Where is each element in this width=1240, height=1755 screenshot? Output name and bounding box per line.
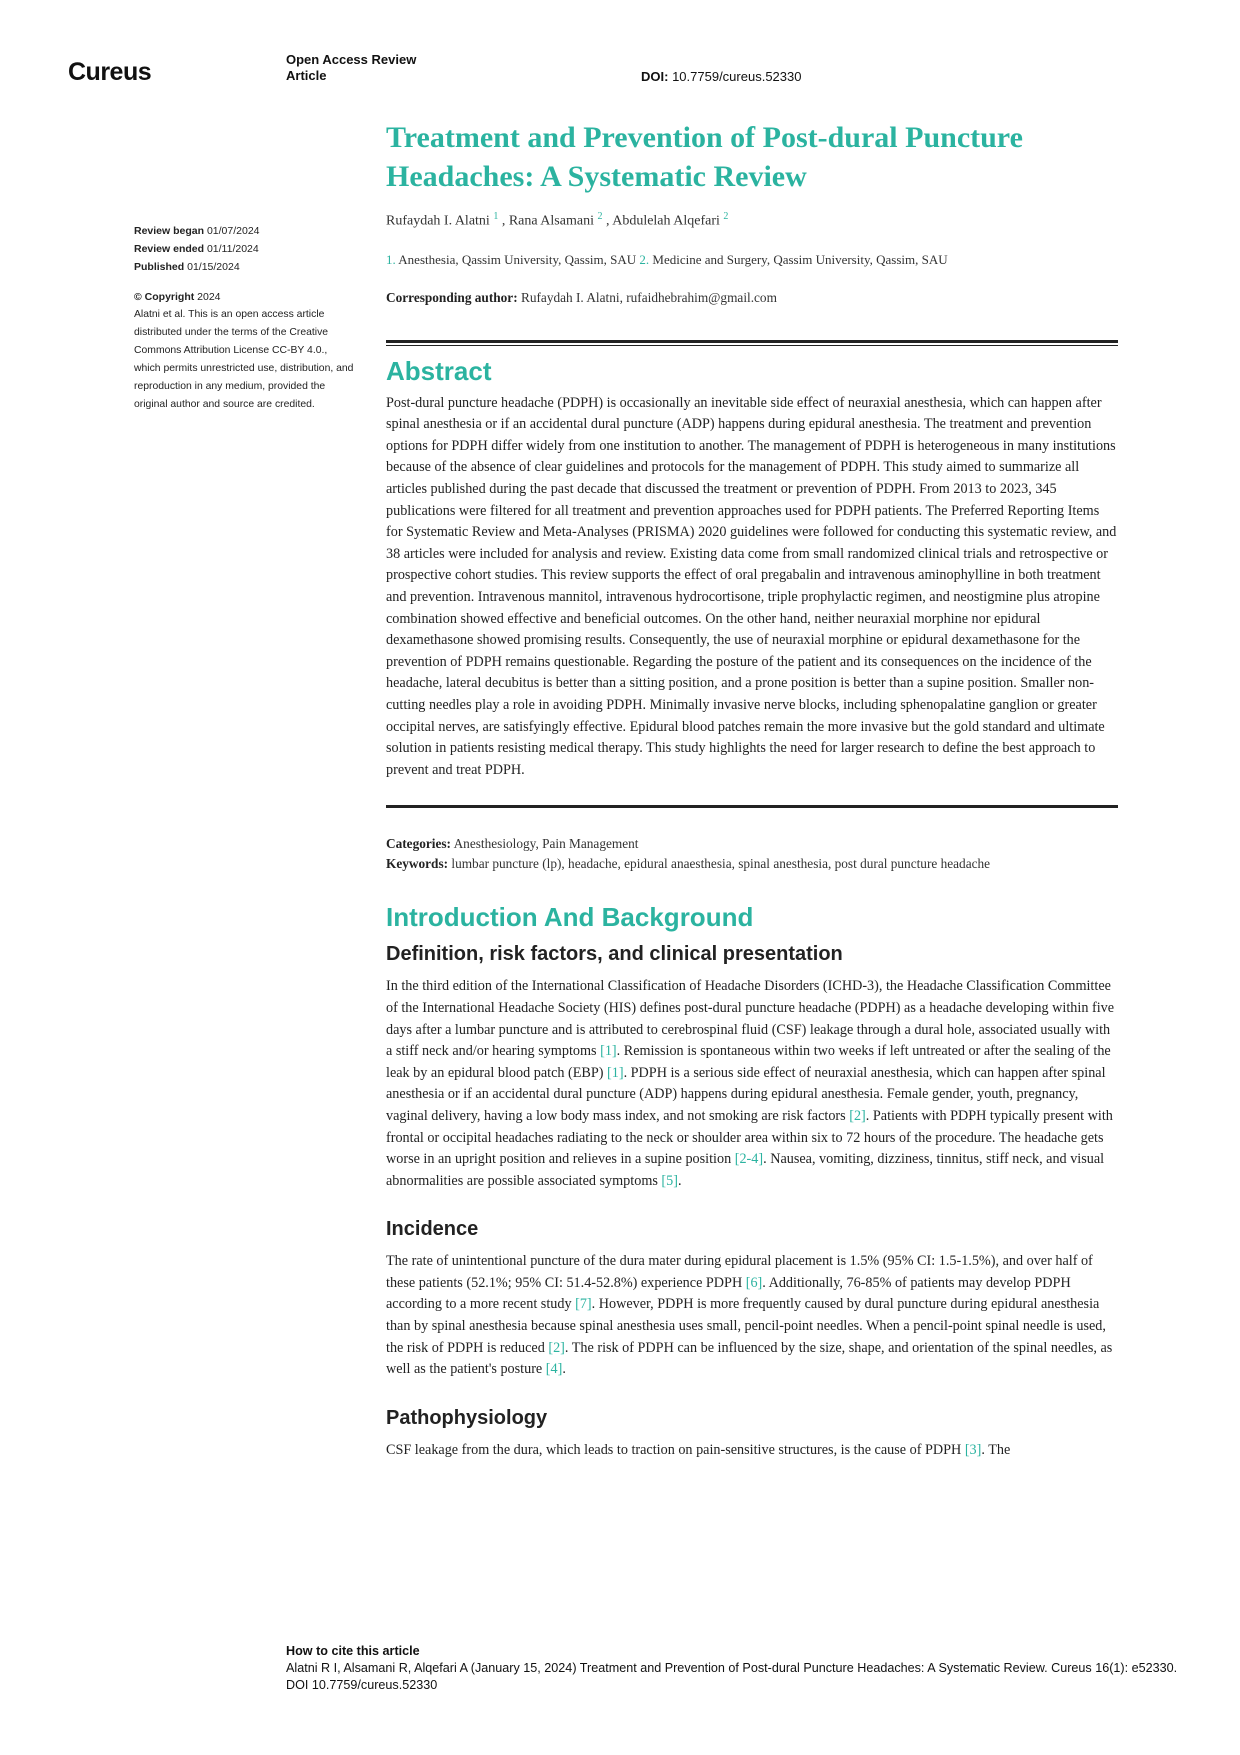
article-title: Treatment and Prevention of Post-dural Puncture Headaches: A Systematic Review	[386, 121, 1023, 193]
keywords-label: Keywords:	[386, 856, 449, 872]
abstract-heading: Abstract	[386, 355, 492, 386]
citation-link[interactable]: [7]	[575, 1296, 592, 1313]
author-name[interactable]: Rufaydah I. Alatni	[386, 213, 490, 229]
paragraph-text: .	[562, 1361, 566, 1378]
author-separator: ,	[605, 213, 613, 229]
paragraph-text: The rate of unintentional puncture of the dura mater during epidural placement is 1.5% (95% CI: 1.5-1.5%), and over half of these patients (52.1%; 95% CI: 51.4-52.8%) experience PDPH	[386, 1253, 1093, 1291]
published-date: 01/15/2024	[187, 261, 240, 273]
incidence-heading: Incidence	[386, 1218, 479, 1241]
review-ended-date: 01/11/2024	[206, 243, 259, 255]
how-to-cite-text: Alatni R I, Alsamani R, Alqefari A (January 15, 2024) Treatment and Prevention of Post-dural Puncture Headaches: A Systematic Review. Cureus 16(1): e52330. DOI 10.7759/cureus.52330	[286, 1661, 1178, 1692]
copyright-text: Alatni et al. This is an open access article distributed under the terms of the Creative Commons Attribution License CC-BY 4.0., which permits unrestricted use, distribution, and reproduction in any medium, provided the original author and source are credited.	[134, 309, 354, 410]
paragraph-text: CSF leakage from the dura, which leads to traction on pain-sensitive structures, is the cause of PDPH	[386, 1441, 965, 1458]
paragraph-text: . The	[981, 1441, 1011, 1458]
paragraph-text: . Additionally, 76-85% of patients may develop PDPH according to a more recent study	[386, 1274, 1071, 1313]
copyright	[134, 288, 356, 306]
categories-keywords	[386, 834, 1118, 874]
pathophysiology-paragraph	[386, 1440, 1118, 1462]
author-list	[386, 211, 1118, 230]
affiliation-text: Medicine and Surgery, Qassim University, Qassim, SAU	[652, 251, 948, 267]
citation-link[interactable]: [4]	[545, 1361, 563, 1378]
introduction-heading: Introduction And Background	[386, 902, 754, 933]
affiliation-number: 1.	[386, 251, 396, 267]
published	[134, 258, 356, 276]
categories-label: Categories:	[386, 836, 451, 852]
author-affiliation-marker[interactable]: 2	[723, 211, 729, 222]
cureus-logo[interactable]: Cureus	[68, 58, 152, 86]
citation-link[interactable]: [2]	[548, 1339, 565, 1356]
author-name[interactable]: Abdulelah Alqefari	[612, 213, 720, 229]
review-began-label: Review began	[134, 225, 205, 237]
author-affiliation-marker[interactable]: 1	[493, 211, 499, 222]
citation-link[interactable]: [2-4]	[734, 1151, 764, 1168]
copyright-label: © Copyright	[134, 291, 195, 303]
affiliation-text: Anesthesia, Qassim University, Qassim, SAU	[398, 251, 637, 267]
review-ended-label: Review ended	[134, 243, 205, 255]
citation-link[interactable]: [1]	[600, 1043, 617, 1060]
citation-link[interactable]: [1]	[607, 1064, 624, 1081]
paragraph-text: . PDPH is a serious side effect of neuraxial anesthesia, which can happen after spinal anesthesia or if an accidental dural puncture (ADP) happens during epidural anesthesia. Female gender, youth, pregnancy, vaginal delivery, having a low body mass index, and not smoking are risk factors	[386, 1064, 1106, 1124]
paragraph-text: . However, PDPH is more frequently caused by dural puncture during epidural anesthesia than by spinal anesthesia because spinal anesthesia uses small, pencil-point needles. When a pencil-point spinal needle is used, the risk of PDPH is reduced	[386, 1296, 1106, 1356]
categories-value: Anesthesiology, Pain Management	[453, 836, 639, 852]
paragraph-text: . Remission is spontaneous within two weeks if left untreated or after the sealing of the leak by an epidural blood patch (EBP)	[386, 1043, 1111, 1081]
paragraph-text: .	[677, 1172, 682, 1189]
doi-value[interactable]: 10.7759/cureus.52330	[672, 69, 802, 84]
paragraph-text: . Nausea, vomiting, dizziness, tinnitus, stiff neck, and visual abnormalities are possible associated symptoms	[386, 1151, 1105, 1189]
how-to-cite-heading: How to cite this article	[286, 1644, 420, 1658]
paragraph-text: . Patients with PDPH typically present with frontal or occipital headaches radiating to the neck or shoulder area within six to 72 hours of the procedure. The headache gets worse in an upright position and relieves in a supine position	[386, 1107, 1113, 1168]
definition-paragraph	[386, 976, 1118, 1192]
citation-link[interactable]: [5]	[661, 1172, 678, 1189]
section-divider	[386, 805, 1118, 808]
doi-label: DOI:	[641, 69, 669, 84]
pathophysiology-heading: Pathophysiology	[386, 1406, 548, 1429]
author-name[interactable]: Rana Alsamani	[508, 213, 594, 229]
keywords	[386, 854, 1118, 874]
author-separator: ,	[501, 213, 509, 229]
how-to-cite	[286, 1643, 1186, 1694]
citation-link[interactable]: [3]	[964, 1441, 982, 1458]
review-ended	[134, 240, 356, 258]
review-began-date: 01/07/2024	[206, 225, 260, 237]
article-sidebar	[134, 222, 356, 414]
paragraph-text: In the third edition of the International Classification of Headache Disorders (ICHD-3), the Headache Classification Committee of the International Headache Society (HIS) defines post-dural puncture headache (PDPH) as a headache developing within five days after a lumbar puncture and is attributed to cerebrospinal fluid (CSF) leakage through a dural hole, associated usually with a stiff neck and/or hearing symptoms	[386, 978, 1115, 1060]
abstract-text: Post-dural puncture headache (PDPH) is occasionally an inevitable side effect of neuraxial anesthesia, which can happen after spinal anesthesia or if an accidental dural puncture (ADP) happens during epidural anesthesia. The treatment and prevention options for PDPH differ widely from one institution to another. The management of PDPH is heterogeneous in many institutions because of the absence of clear guidelines and protocols for the management of PDPH. This study aimed to summarize all articles published during the past decade that discussed the treatment or prevention of PDPH. From 2013 to 2023, 345 publications were filtered for all treatment and prevention approaches used for PDPH patients. The Preferred Reporting Items for Systematic Review and Meta-Analyses (PRISMA) 2020 guidelines were followed for conducting this systematic review, and 38 articles were included for analysis and review. Existing data come from small randomized clinical trials and retrospective or prospective cohort studies. This review supports the effect of oral pregabalin and intravenous aminophylline in both treatment and prevention. Intravenous mannitol, intravenous hydrocortisone, triple prophylactic regimen, and neostigmine plus atropine combination showed effective and beneficial outcomes. On the other hand, neither neuraxial morphine nor epidural dexamethasone showed promising results. Consequently, the use of neuraxial morphine or epidural dexamethasone for the prevention of PDPH remains questionable. Regarding the posture of the patient and its consequences on the incidence of the headache, lateral decubitus is better than a sitting position, and a prone position is better than a supine position. Smaller non-cutting needles play a role in avoiding PDPH. Minimally invasive nerve blocks, including sphenopalatine ganglion or greater occipital nerves, are satisfyingly effective. Epidural blood patches remain the more invasive but the gold standard and ultimate solution in patients resisting medical therapy. This study highlights the need for larger research to define the best approach to prevent and treat PDPH.	[386, 394, 1117, 778]
definition-heading: Definition, risk factors, and clinical presentation	[386, 943, 843, 966]
corresponding-author-label: Corresponding author:	[386, 289, 518, 305]
corresponding-author-text[interactable]: Rufaydah I. Alatni, rufaidhebrahim@gmail.com	[520, 289, 777, 305]
affiliation-list	[386, 252, 1118, 268]
corresponding-author	[386, 290, 1118, 306]
review-began	[134, 222, 356, 240]
categories	[386, 834, 1118, 854]
affiliation-number: 2.	[639, 251, 650, 267]
citation-link[interactable]: [6]	[745, 1274, 763, 1291]
author-affiliation-marker[interactable]: 2	[597, 211, 603, 222]
copyright-year: 2024	[197, 291, 221, 303]
published-label: Published	[134, 261, 185, 273]
article-type	[286, 52, 486, 84]
keywords-value: lumbar puncture (lp), headache, epidural anaesthesia, spinal anesthesia, post dural puncture headache	[451, 856, 991, 872]
incidence-paragraph	[386, 1251, 1118, 1381]
paragraph-text: . The risk of PDPH can be influenced by the size, shape, and orientation of the spinal needles, as well as the patient's posture	[386, 1339, 1113, 1378]
doi	[641, 69, 801, 84]
citation-link[interactable]: [2]	[849, 1107, 866, 1124]
article-main	[386, 118, 1118, 1461]
article-type-line1: Open Access Review	[286, 52, 417, 67]
article-type-line2: Article	[286, 68, 327, 83]
section-divider	[386, 340, 1118, 346]
